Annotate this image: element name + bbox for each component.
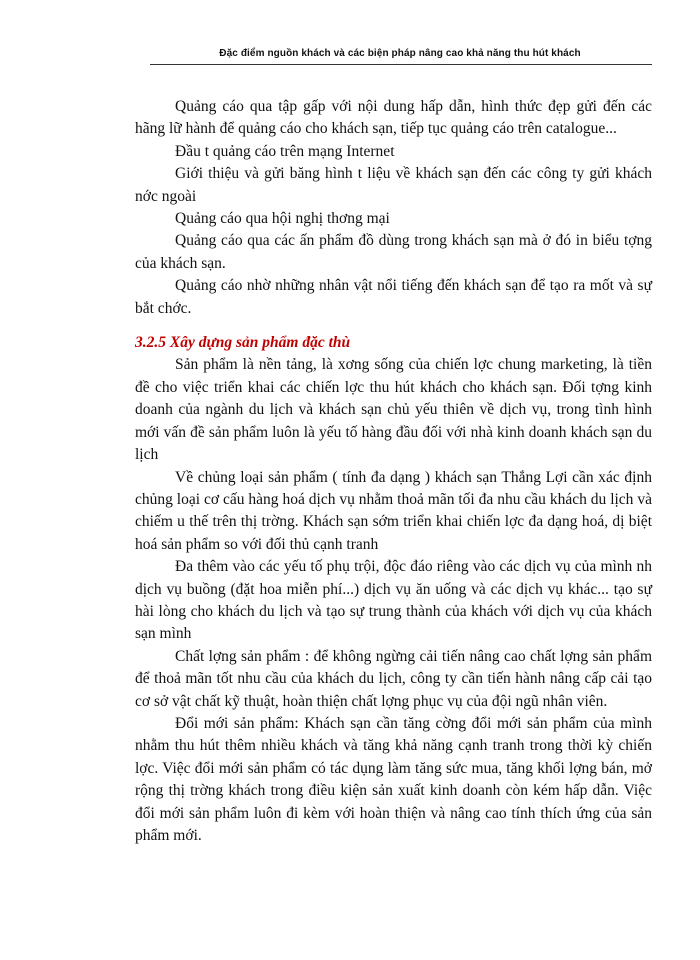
- document-body: [135, 96, 652, 847]
- paragraph: Đầu t quảng cáo trên mạng Internet: [175, 142, 395, 160]
- section-paragraph: Sản phẩm là nền tảng, là xơng sống của chiến lợc chung marketing, là tiền đề cho việc triển khai các chiến lợc thu hút khách cho khách sạn. Đối tợng kinh doanh của ngành du lịch và khách sạn chủ yếu thiên về dịch vụ, trong tình hình mới vấn đề sản phẩm luôn là yếu tố hàng đầu đối với nhà kinh doanh khách sạn du lịch: [135, 356, 652, 464]
- paragraph: Quảng cáo qua hội nghị thơng mại: [175, 210, 390, 228]
- paragraph: Quảng cáo qua các ấn phẩm đồ dùng trong khách sạn mà ở đó in biểu tợng của khách sạn.: [135, 232, 652, 272]
- paragraph: Quảng cáo nhờ những nhân vật nổi tiếng đến khách sạn để tạo ra mốt và sự bắt chớc.: [135, 277, 652, 317]
- running-header: Đặc điểm nguồn khách và các biện pháp nâng cao khả năng thu hút khách: [219, 48, 581, 59]
- header-rule: [150, 64, 652, 65]
- section-paragraph: Về chủng loại sản phẩm ( tính đa dạng ) khách sạn Thắng Lợi cần xác định chủng loại cơ cấu hàng hoá dịch vụ nhằm thoả mãn tối đa nhu cầu khách du lịch và chiếm u thế trên thị trờng. Khách sạn sớm triển khai chiến lợc đa dạng hoá, dị biệt hoá sản phẩm so với đối thủ cạnh tranh: [135, 468, 652, 553]
- paragraph: Quảng cáo qua tập gấp với nội dung hấp dẫn, hình thức đẹp gửi đến các hãng lữ hành để quảng cáo cho khách sạn, tiếp tục quảng cáo trên catalogue...: [135, 98, 652, 138]
- paragraph: Giới thiệu và gửi băng hình t liệu về khách sạn đến các công ty gửi khách nớc ngoài: [135, 165, 652, 205]
- section-paragraph: Đa thêm vào các yếu tố phụ trội, độc đáo riêng vào các dịch vụ của mình nh dịch vụ buồng (đặt hoa miễn phí...) dịch vụ ăn uống và các dịch vụ khác... tạo sự hài lòng cho khách du lịch và tạo sự trung thành của khách với dịch vụ của khách sạn mình: [135, 558, 652, 643]
- section-paragraph: Chất lợng sản phẩm : để không ngừng cải tiến nâng cao chất lợng sản phẩm để thoả mãn tốt nhu cầu của khách du lịch, công ty cần tiến hành nâng cấp cải tạo cơ sở vật chất kỹ thuật, hoàn thiện chất lợng phục vụ của đội ngũ nhân viên.: [135, 647, 652, 710]
- section-title: 3.2.5 Xây dựng sản phẩm đặc thù: [135, 334, 351, 352]
- section-paragraph: Đổi mới sản phẩm: Khách sạn cần tăng cờng đổi mới sản phẩm của mình nhằm thu hút thêm nhiều khách và tăng khả năng cạnh tranh trong thời kỳ chiến lợc. Việc đổi mới sản phẩm có tác dụng làm tăng sức mua, tăng khối lợng bán, mở rộng thị trờng khách trong điều kiện sản xuất kinh doanh còn kém hấp dẫn. Việc đổi mới sản phẩm luôn đi kèm với hoàn thiện và nâng cao tính thích ứng của sản phẩm mới.: [135, 714, 652, 844]
